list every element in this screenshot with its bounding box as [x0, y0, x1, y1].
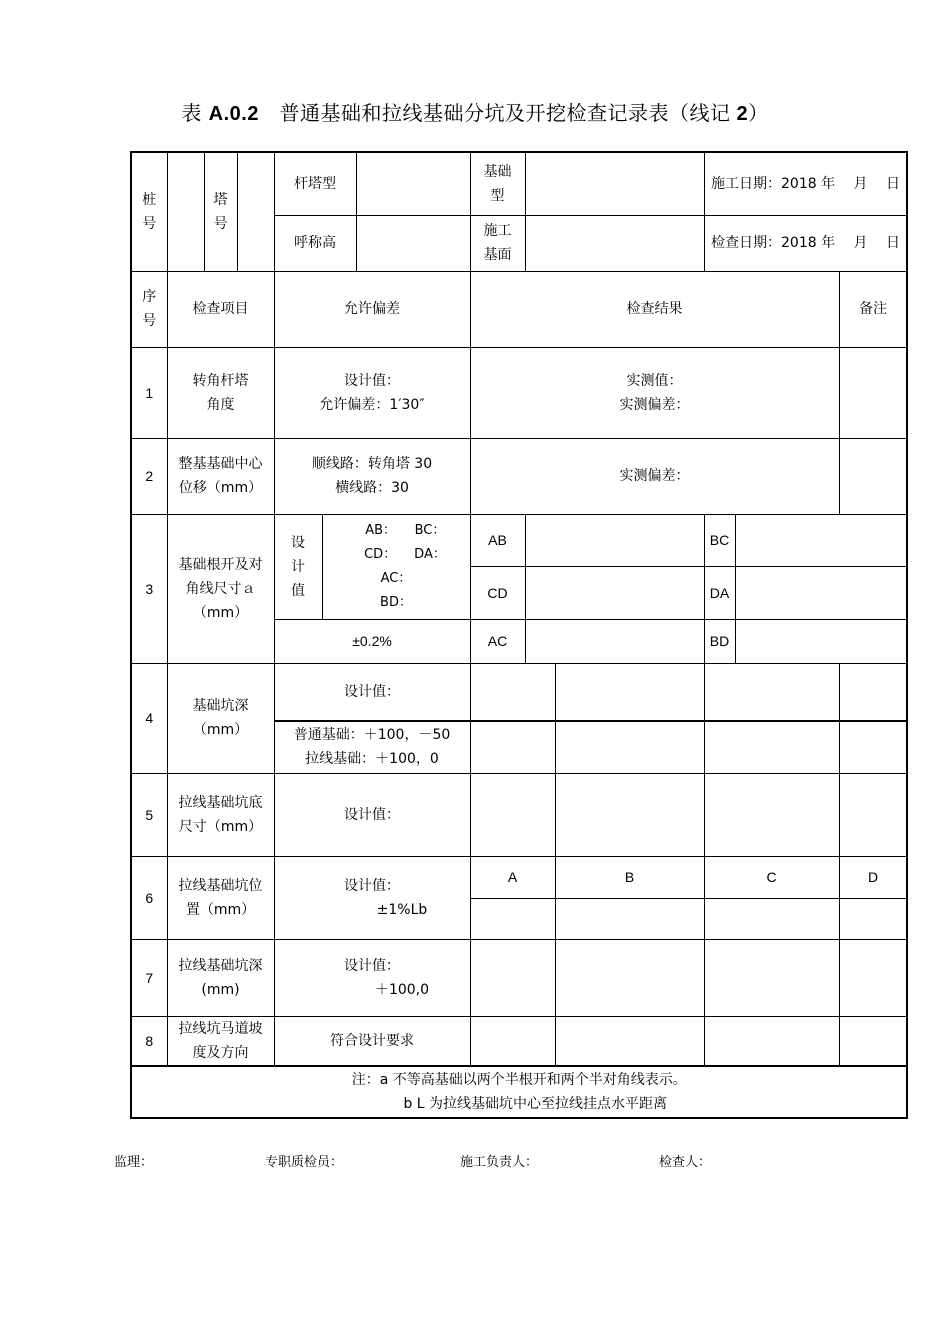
row-4-result-6[interactable]: [555, 721, 704, 773]
row-7-result-4[interactable]: [839, 939, 907, 1016]
row-3-label-bd: BD: [704, 619, 735, 663]
row-7-item: 拉线基础坑深 (mm): [167, 939, 274, 1016]
row-3-tolerance: ±0.2%: [274, 619, 470, 663]
title-code: A.0.2: [208, 103, 259, 125]
gan-ta-xing-value[interactable]: [356, 152, 470, 215]
row-3-ab: AB：: [365, 522, 397, 538]
ji-chu-xing-label: 基础型: [470, 152, 525, 215]
shi-gong-ji-mian-label: 施工基面: [470, 215, 525, 271]
footer-zhuan-zhi-zhi-jian-yuan: 专职质检员：: [265, 1155, 344, 1170]
row-1-measured-value: 实测值：: [626, 372, 683, 389]
row-5-result-2[interactable]: [555, 773, 704, 856]
row-6-label-a: A: [470, 856, 555, 898]
row-3-label-cd: CD: [470, 566, 525, 619]
row-6-item: 拉线基础坑位置（mm）: [167, 856, 274, 939]
row-7-result-1[interactable]: [470, 939, 555, 1016]
row-4-result-8[interactable]: [839, 721, 907, 773]
row-8-item: 拉线坑马道坡度及方向: [167, 1016, 274, 1066]
title-text: 普通基础和拉线基础分坑及开挖检查记录表（线记: [258, 101, 731, 125]
row-3-label-da: DA: [704, 566, 735, 619]
row-1-allow[interactable]: [274, 347, 470, 438]
col-jian-cha-jie-guo: 检查结果: [470, 271, 839, 347]
hu-cheng-gao-label: 呼称高: [274, 215, 356, 271]
row-3-cell-ac[interactable]: [525, 619, 704, 663]
row-2-across-line: 横线路：30: [335, 480, 409, 496]
note-line-1: 注：a 不等高基础以两个半根开和两个半对角线表示。: [351, 1072, 687, 1088]
row-4-result-5[interactable]: [470, 721, 555, 773]
col-yun-xu-pian-cha: 允许偏差: [274, 271, 470, 347]
row-4-result-2[interactable]: [555, 663, 704, 721]
row-1-no: 1: [131, 347, 167, 438]
row-8-result-3[interactable]: [704, 1016, 839, 1066]
row-3-no: 3: [131, 514, 167, 663]
row-4-design-value[interactable]: 设计值：: [274, 663, 470, 721]
col-jian-cha-xiang-mu: 检查项目: [167, 271, 274, 347]
row-3-da: DA：: [414, 546, 446, 562]
row-7-no: 7: [131, 939, 167, 1016]
row-6-cell-c[interactable]: [704, 898, 839, 939]
jian-cha-ri-qi[interactable]: 检查日期：2018 年 月 日: [704, 215, 907, 271]
row-7-tolerance: ＋100,0: [374, 981, 430, 998]
row-1-measured-deviation: 实测偏差：: [619, 396, 690, 413]
row-6-tolerance: ±1%Lb: [376, 901, 428, 918]
row-6-label-b: B: [555, 856, 704, 898]
row-6-design-value: 设计值：: [344, 877, 400, 894]
title-suffix: ）: [748, 101, 769, 125]
notes: [131, 1066, 907, 1118]
row-1-design-value: 设计值：: [344, 372, 400, 389]
row-4-tol-normal: 普通基础：＋100，－50: [293, 727, 451, 744]
row-6-no: 6: [131, 856, 167, 939]
row-6-cell-d[interactable]: [839, 898, 907, 939]
row-3-cell-bd[interactable]: [735, 619, 907, 663]
row-8-result-4[interactable]: [839, 1016, 907, 1066]
ta-hao-label: 塔号: [204, 152, 237, 271]
row-3-cd: CD：: [364, 546, 397, 562]
row-4-result-1[interactable]: [470, 663, 555, 721]
row-7-allow[interactable]: [274, 939, 470, 1016]
footer-shi-gong-fu-ze-ren: 施工负责人：: [460, 1155, 539, 1170]
row-3-cell-ab[interactable]: [525, 514, 704, 566]
row-2-allow[interactable]: [274, 438, 470, 514]
gan-ta-xing-label: 杆塔型: [274, 152, 356, 215]
row-3-ac: AC：: [380, 570, 412, 586]
row-3-cell-da[interactable]: [735, 566, 907, 619]
row-2-item: 整基基础中心位移（mm）: [167, 438, 274, 514]
zhuang-hao-label: 桩号: [131, 152, 167, 271]
zhuang-hao-value[interactable]: [167, 152, 204, 271]
page-title: [0, 97, 950, 126]
row-7-result-3[interactable]: [704, 939, 839, 1016]
row-3-bc: BC：: [414, 522, 446, 538]
row-5-design-value[interactable]: 设计值：: [274, 773, 470, 856]
note-line-2: b L 为拉线基础坑中心至拉线挂点水平距离: [403, 1096, 668, 1112]
shi-gong-ri-qi[interactable]: 施工日期：2018 年 月 日: [704, 152, 907, 215]
row-4-item: 基础坑深（mm）: [167, 663, 274, 773]
row-3-label-bc: BC: [704, 514, 735, 566]
row-6-cell-b[interactable]: [555, 898, 704, 939]
row-4-tol-guy: 拉线基础：＋100，0: [305, 751, 439, 768]
footer-jian-cha-ren: 检查人：: [659, 1155, 712, 1170]
row-3-item: 基础根开及对角线尺寸ａ（mm）: [167, 514, 274, 663]
row-5-no: 5: [131, 773, 167, 856]
row-2-remark[interactable]: [839, 438, 907, 514]
row-3-cell-bc[interactable]: [735, 514, 907, 566]
ji-chu-xing-value[interactable]: [525, 152, 704, 215]
hu-cheng-gao-value[interactable]: [356, 215, 470, 271]
row-3-design-label: 设计值: [274, 514, 322, 619]
inspection-record-table: [130, 151, 908, 1119]
row-6-label-d: D: [839, 856, 907, 898]
row-3-design-values[interactable]: [322, 514, 470, 619]
row-1-remark[interactable]: [839, 347, 907, 438]
row-5-result-3[interactable]: [704, 773, 839, 856]
row-3-bd: BD：: [380, 594, 412, 610]
footer-jian-li: 监理：: [114, 1155, 154, 1170]
row-8-result-1[interactable]: [470, 1016, 555, 1066]
title-num: 2: [730, 103, 749, 125]
row-5-result-1[interactable]: [470, 773, 555, 856]
row-1-item: 转角杆塔角度: [167, 347, 274, 438]
row-8-result-2[interactable]: [555, 1016, 704, 1066]
row-4-tolerance: [274, 721, 470, 773]
row-2-no: 2: [131, 438, 167, 514]
ta-hao-value[interactable]: [237, 152, 274, 271]
row-3-label-ab: AB: [470, 514, 525, 566]
row-1-result[interactable]: [470, 347, 839, 438]
row-4-result-7[interactable]: [704, 721, 839, 773]
col-bei-zhu: 备注: [839, 271, 907, 347]
title-prefix: 表: [181, 101, 209, 125]
row-2-along-line: 顺线路：转角塔 30: [311, 456, 433, 472]
row-7-result-2[interactable]: [555, 939, 704, 1016]
row-3-label-ac: AC: [470, 619, 525, 663]
row-6-label-c: C: [704, 856, 839, 898]
row-6-cell-a[interactable]: [470, 898, 555, 939]
row-1-tolerance: 允许偏差：1′30″: [319, 396, 425, 413]
row-2-result[interactable]: 实测偏差：: [470, 438, 839, 514]
col-xu-hao: 序号: [131, 271, 167, 347]
row-6-allow[interactable]: [274, 856, 470, 939]
row-7-design-value: 设计值：: [344, 957, 400, 974]
row-4-result-3[interactable]: [704, 663, 839, 721]
row-5-item: 拉线基础坑底尺寸（mm）: [167, 773, 274, 856]
row-5-result-4[interactable]: [839, 773, 907, 856]
row-8-allow: 符合设计要求: [274, 1016, 470, 1066]
row-4-result-4[interactable]: [839, 663, 907, 721]
shi-gong-ji-mian-value[interactable]: [525, 215, 704, 271]
row-3-cell-cd[interactable]: [525, 566, 704, 619]
row-8-no: 8: [131, 1016, 167, 1066]
row-4-no: 4: [131, 663, 167, 773]
